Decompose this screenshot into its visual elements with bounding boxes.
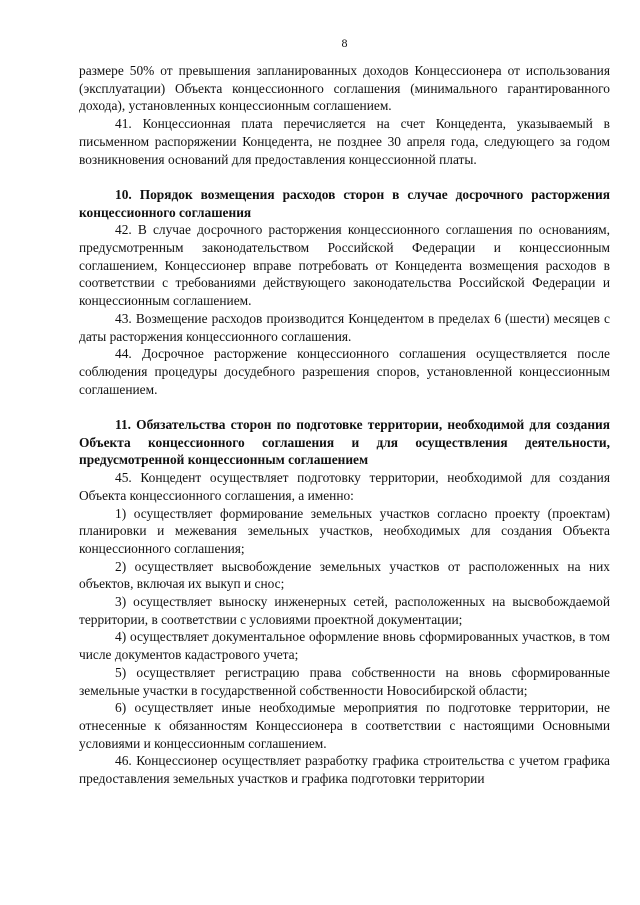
document-page (79, 36, 610, 788)
paragraph-44: 44. Досрочное расторжение концессионного соглашения осуществляется после соблюдения процедуры досудебного разрешения споров, установленной концессионным соглашением. (79, 346, 610, 397)
paragraph-42: 42. В случае досрочного расторжения концессионного соглашения по основаниям, предусмотренным законодательством Российской Федерации и концессионным соглашением, Концессионер вправе потребовать от Концедента возмещения расходов в соответствии с требованиями действующего законодательства Российской Федерации и концессионным соглашением. (79, 222, 610, 309)
list-item-5: 5) осуществляет регистрацию права собственности на вновь сформированные земельные участки в государственной собственности Новосибирской области; (79, 664, 610, 698)
paragraph-43: 43. Возмещение расходов производится Концедентом в пределах 6 (шести) месяцев с даты расторжения концессионного соглашения. (79, 310, 610, 344)
list-item-2: 2) осуществляет высвобождение земельных участков от расположенных на них объектов, включая их выкуп и снос; (79, 558, 610, 592)
paragraph-46: 46. Концессионер осуществляет разработку графика строительства с учетом графика предоставления земельных участков и графика подготовки территории (79, 753, 610, 787)
page-number: 8 (341, 36, 348, 50)
list-item-6: 6) осуществляет иные необходимые мероприятия по подготовке территории, не отнесенные к обязанностям Концессионера в соответствии с настоящими Основными условиями и концессионным соглашением. (79, 700, 610, 751)
list-item-1: 1) осуществляет формирование земельных участков согласно проекту (проектам) планировки и межевания земельных участков, необходимых для создания Объекта концессионного соглашения; (79, 505, 610, 556)
paragraph-41: 41. Концессионная плата перечисляется на счет Концедента, указываемый в письменном распоряжении Концедента, не позднее 30 апреля года, следующего за годом возникновения оснований для предоставления концессионной платы. (79, 116, 610, 167)
section-spacer (79, 168, 610, 186)
list-item-4: 4) осуществляет документальное оформление вновь сформированных участков, в том числе документов кадастрового учета; (79, 629, 610, 663)
paragraph-continuation: размере 50% от превышения запланированных доходов Концессионера от использования (эксплуатации) Объекта концессионного соглашения (минимального гарантированного дохода), установленных концессионным соглашением. (79, 63, 610, 114)
paragraph-45: 45. Концедент осуществляет подготовку территории, необходимой для создания Объекта концессионного соглашения, а именно: (79, 470, 610, 503)
section-11-heading: 11. Обязательства сторон по подготовке территории, необходимой для создания Объекта концессионного соглашения и для осуществления деятельности, предусмотренной концессионным соглашением (79, 417, 610, 468)
list-item-3: 3) осуществляет выноску инженерных сетей, расположенных на высвобождаемой территории, в соответствии с условиями проектной документации; (79, 594, 610, 627)
section-10-heading: 10. Порядок возмещения расходов сторон в случае досрочного расторжения концессионного соглашения (79, 186, 610, 220)
section-spacer (79, 398, 610, 416)
